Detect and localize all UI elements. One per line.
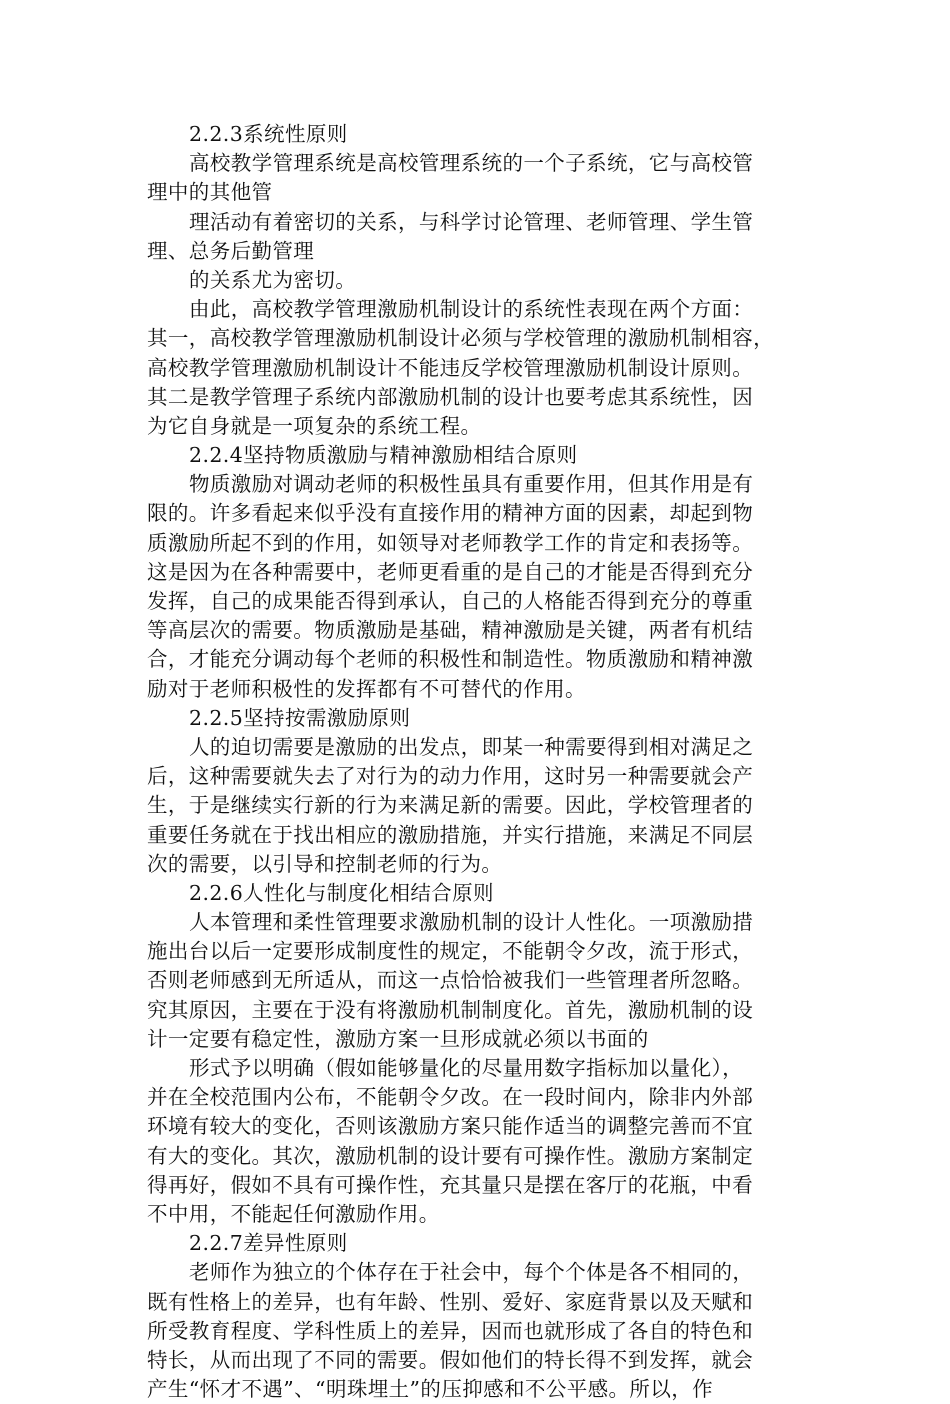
text-line: 理中的其他管 — [147, 180, 273, 205]
text-line: 高校教学管理激励机制设计不能违反学校管理激励机制设计原则。 — [147, 355, 754, 380]
text-line: 质激励所起不到的作用，如领导对老师教学工作的肯定和表扬等。 — [147, 530, 754, 555]
text-line: 所受教育程度、学科性质上的差异，因而也就形成了各自的特色和 — [147, 1318, 754, 1343]
text-line: 高校教学管理系统是高校管理系统的一个子系统，它与高校管 — [189, 151, 754, 176]
section-heading: 2.2.3系统性原则 — [189, 122, 348, 146]
text-line: 否则老师感到无所适从，而这一点恰恰被我们一些管理者所忽略。 — [147, 968, 754, 993]
text-line: 这是因为在各种需要中，老师更看重的是自己的才能是否得到充分 — [147, 559, 754, 584]
text-line: 合，才能充分调动每个老师的积极性和制造性。物质激励和精神激 — [147, 647, 754, 672]
text-line: 后，这种需要就失去了对行为的动力作用，这时另一种需要就会产 — [147, 764, 754, 789]
text-line: 人本管理和柔性管理要求激励机制的设计人性化。一项激励措 — [189, 910, 754, 935]
text-line: 其一，高校教学管理激励机制设计必须与学校管理的激励机制相容， — [147, 326, 774, 351]
text-line: 物质激励对调动老师的积极性虽具有重要作用，但其作用是有 — [189, 472, 754, 497]
text-line: 限的。许多看起来似乎没有直接作用的精神方面的因素，却起到物 — [147, 501, 754, 526]
text-line: 施出台以后一定要形成制度性的规定，不能朝令夕改，流于形式， — [147, 939, 754, 964]
text-line: 重要任务就在于找出相应的激励措施，并实行措施，来满足不同层 — [147, 822, 754, 847]
text-line: 等高层次的需要。物质激励是基础，精神激励是关键，两者有机结 — [147, 618, 754, 643]
text-line: 计一定要有稳定性，激励方案一旦形成就必须以书面的 — [147, 1026, 649, 1051]
text-line: 次的需要，以引导和控制老师的行为。 — [147, 851, 503, 876]
text-line: 老师作为独立的个体存在于社会中，每个个体是各不相同的， — [189, 1260, 754, 1285]
text-line: 特长，从而出现了不同的需要。假如他们的特长得不到发挥，就会 — [147, 1347, 754, 1372]
text-line: 究其原因，主要在于没有将激励机制制度化。首先，激励机制的设 — [147, 997, 754, 1022]
section-heading: 2.2.7差异性原则 — [189, 1231, 348, 1256]
text-line: 并在全校范围内公布，不能朝令夕改。在一段时间内，除非内外部 — [147, 1085, 754, 1110]
text-line: 环境有较大的变化，否则该激励方案只能作适当的调整完善而不宜 — [147, 1114, 754, 1139]
text-line: 为它自身就是一项复杂的系统工程。 — [147, 413, 482, 438]
text-line: 励对于老师积极性的发挥都有不可替代的作用。 — [147, 676, 586, 701]
text-line: 产生“怀才不遇”、“明珠埋土”的压抑感和不公平感。所以，作 — [147, 1377, 714, 1402]
section-heading: 2.2.5坚持按需激励原则 — [189, 705, 411, 730]
document-page — [147, 120, 807, 1404]
section-heading: 2.2.4坚持物质激励与精神激励相结合原则 — [189, 443, 578, 468]
text-line: 理活动有着密切的关系，与科学讨论管理、老师管理、学生管 — [189, 209, 754, 234]
text-line: 有大的变化。其次，激励机制的设计要有可操作性。激励方案制定 — [147, 1143, 754, 1168]
text-line: 得再好，假如不具有可操作性，充其量只是摆在客厅的花瓶，中看 — [147, 1172, 754, 1197]
text-line: 由此，高校教学管理激励机制设计的系统性表现在两个方面： — [189, 297, 754, 322]
section-heading: 2.2.6人性化与制度化相结合原则 — [189, 880, 494, 905]
text-line: 其二是教学管理子系统内部激励机制的设计也要考虑其系统性，因 — [147, 384, 754, 409]
text-line: 形式予以明确（假如能够量化的尽量用数字指标加以量化）， — [189, 1056, 744, 1080]
text-line: 既有性格上的差异，也有年龄、性别、爱好、家庭背景以及天赋和 — [147, 1289, 754, 1314]
text-line: 理、总务后勤管理 — [147, 238, 315, 263]
text-line: 的关系尤为密切。 — [189, 267, 357, 292]
text-line: 不中用，不能起任何激励作用。 — [147, 1201, 440, 1226]
text-line: 人的迫切需要是激励的出发点，即某一种需要得到相对满足之 — [189, 734, 754, 759]
text-line: 发挥，自己的成果能否得到承认，自己的人格能否得到充分的尊重 — [147, 589, 754, 613]
text-line: 生，于是继续实行新的行为来满足新的需要。因此，学校管理者的 — [147, 793, 754, 818]
